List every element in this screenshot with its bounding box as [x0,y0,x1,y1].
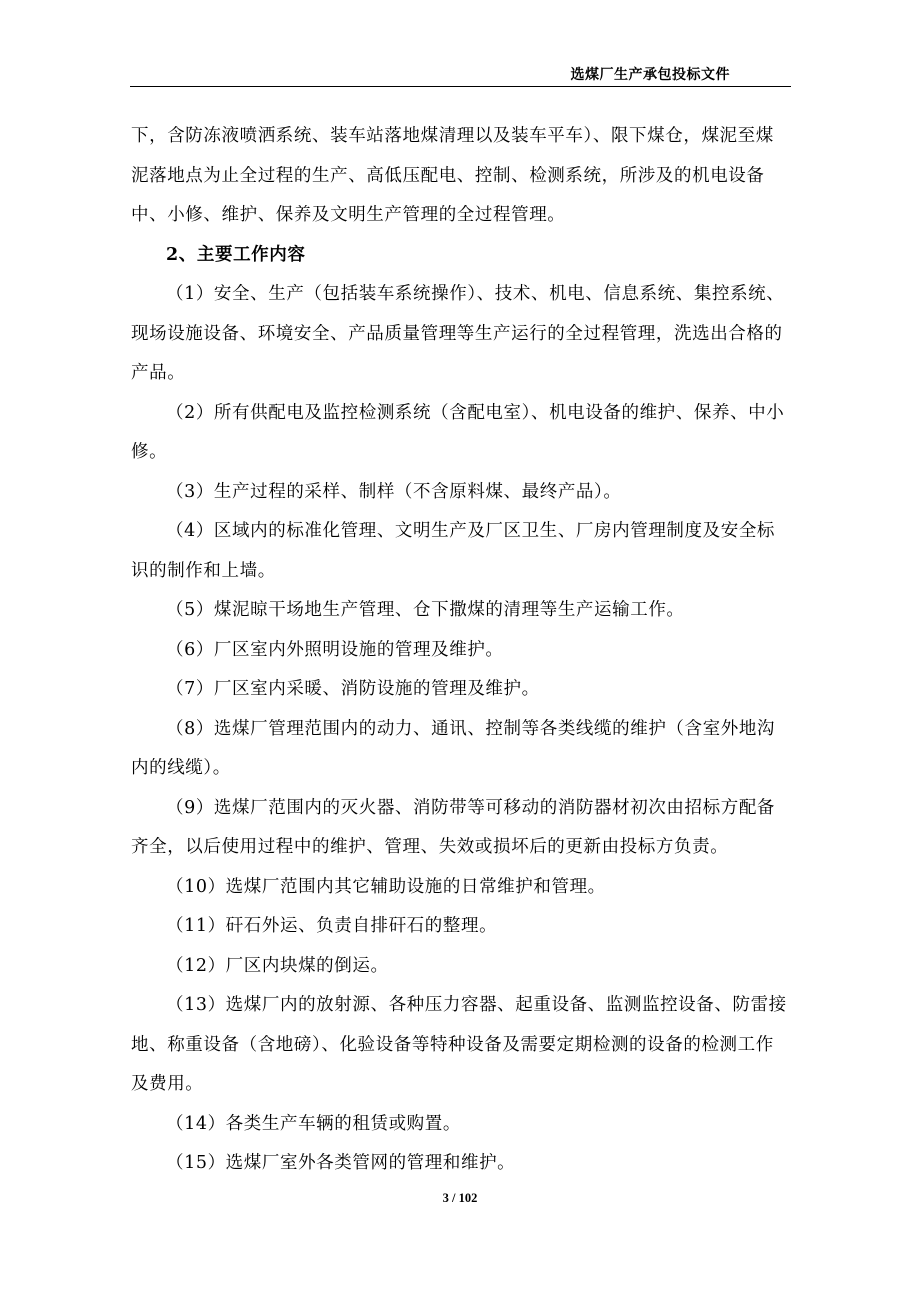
document-body [131,117,791,1184]
list-item: （9）选煤厂范围内的灭火器、消防带等可移动的消防器材初次由招标方配备齐全，以后使用过程中的维护、管理、失效或损坏后的更新由投标方负责。 [131,797,776,857]
list-item: （8）选煤厂管理范围内的动力、通讯、控制等各类线缆的维护（含室外地沟内的线缆）。 [131,718,776,778]
list-item: （7）厂区室内采暖、消防设施的管理及维护。 [166,679,540,699]
list-item: （5）煤泥晾干场地生产管理、仓下撒煤的清理等生产运输工作。 [166,600,685,620]
page-number: 3 / 102 [442,1191,478,1205]
list-item: （15）选煤厂室外各类管网的管理和维护。 [166,1153,516,1173]
list-item: （11）矸石外运、负责自排矸石的整理。 [166,916,498,936]
list-item: （13）选煤厂内的放射源、各种压力容器、起重设备、监测监控设备、防雷接地、称重设备（含地磅）、化验设备等特种设备及需要定期检测的设备的检测工作及费用。 [131,995,787,1094]
list-item: （12）厂区内块煤的倒运。 [166,955,389,976]
list-item: （14）各类生产车辆的租赁或购置。 [166,1113,461,1134]
list-item: （4）区域内的标准化管理、文明生产及厂区卫生、厂房内管理制度及安全标识的制作和上墙。 [131,521,776,581]
paragraph-continued: 下，含防冻液喷洒系统、装车站落地煤清理以及装车平车）、限下煤仓，煤泥至煤泥落地点为止全过程的生产、高低压配电、控制、检测系统，所涉及的机电设备中、小修、维护、保养及文明生产管理的全过程管理。 [131,126,774,225]
header-divider [130,86,791,87]
list-item: （10）选煤厂范围内其它辅助设施的日常维护和管理。 [166,876,606,897]
header-title: 选煤厂生产承包投标文件 [570,67,730,83]
list-item: （3）生产过程的采样、制样（不含原料煤、最终产品）。 [166,481,622,502]
list-item: （6）厂区室内外照明设施的管理及维护。 [166,639,504,660]
section-heading: 2、主要工作内容 [166,244,306,265]
list-item: （2）所有供配电及监控检测系统（含配电室）、机电设备的维护、保养、中小修。 [131,402,785,462]
list-item: （1）安全、生产（包括装车系统操作）、技术、机电、信息系统、集控系统、现场设施设备、环境安全、产品质量管理等生产运行的全过程管理，洗选出合格的产品。 [131,284,785,383]
